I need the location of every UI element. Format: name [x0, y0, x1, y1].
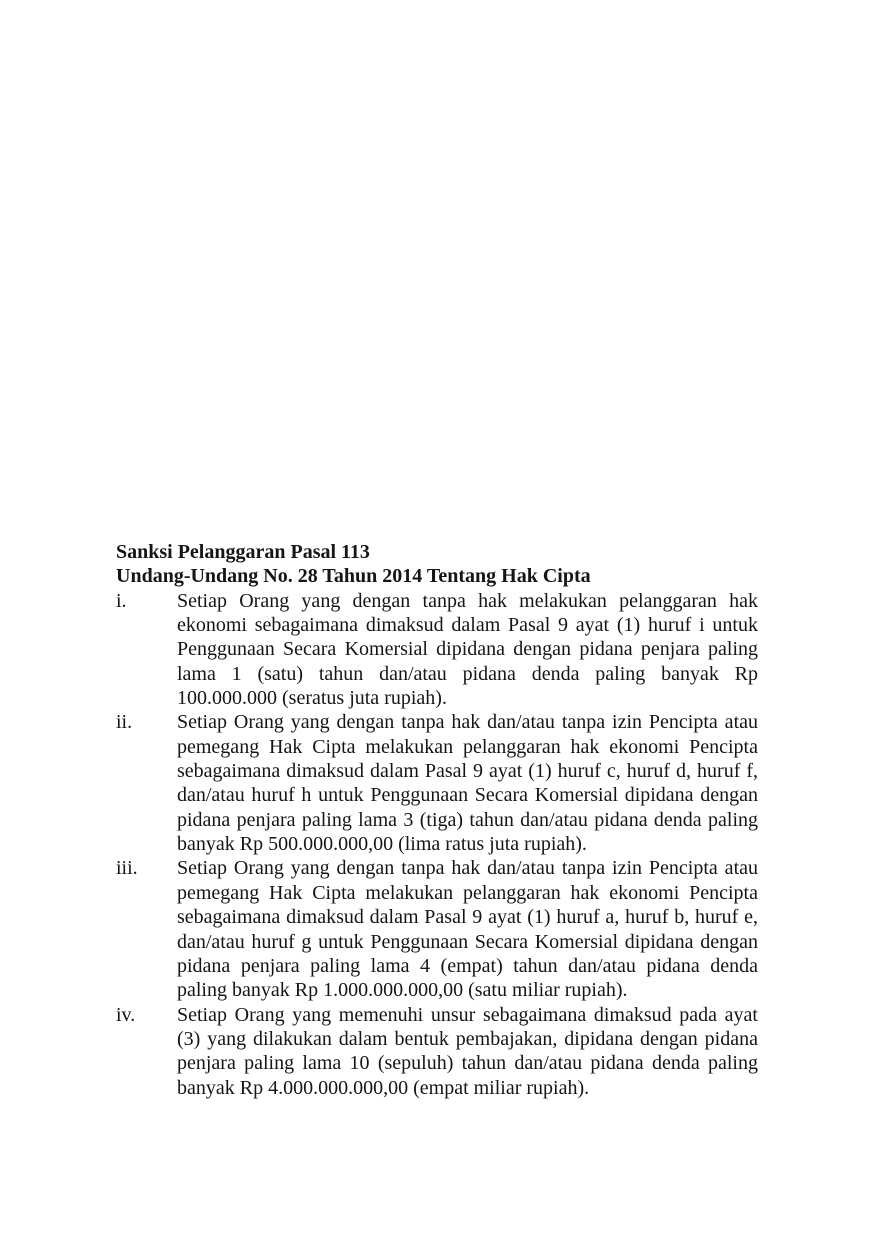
list-item-ii: [116, 710, 758, 856]
notice-title-line-1: Sanksi Pelanggaran Pasal 113: [116, 541, 370, 563]
notice-title-line-2: Undang-Undang No. 28 Tahun 2014 Tentang Hak Cipta: [116, 565, 591, 588]
list-item-text: Setiap Orang yang dengan tanpa hak dan/atau tanpa izin Pencipta atau pemegang Hak Cipta melakukan pelanggaran hak ekonomi Pencipta sebagaimana dimaksud dalam Pasal 9 ayat (1) huruf a, huruf b, huruf e, dan/atau huruf g untuk Penggunaan Secara Komersial dipidana dengan pidana penjara paling lama 4 (empat) tahun dan/atau pidana denda paling banyak Rp 1.000.000.000,00 (satu miliar rupiah).: [177, 857, 758, 1002]
list-item-iii: [116, 856, 758, 1002]
list-item-marker: iii.: [116, 857, 138, 880]
copyright-sanction-notice: [116, 540, 758, 1100]
list-item-marker: ii.: [116, 711, 133, 734]
list-item-text: Setiap Orang yang memenuhi unsur sebagaimana dimaksud pada ayat (3) yang dilakukan dalam bentuk pembajakan, dipidana dengan pidana penjara paling lama 10 (sepuluh) tahun dan/atau pidana denda paling banyak Rp 4.000.000.000,00 (empat miliar rupiah).: [177, 1003, 758, 1099]
list-item-text: Setiap Orang yang dengan tanpa hak dan/atau tanpa izin Pencipta atau pemegang Hak Cipta melakukan pelanggaran hak ekonomi Pencipta sebagaimana dimaksud dalam Pasal 9 ayat (1) huruf c, huruf d, huruf f, dan/atau huruf h untuk Penggunaan Secara Komersial dipidana dengan pidana penjara paling lama 3 (tiga) tahun dan/atau pidana denda paling banyak Rp 500.000.000,00 (lima ratus juta rupiah).: [177, 711, 758, 856]
list-item-marker: i.: [116, 589, 127, 612]
list-item-i: [116, 589, 758, 711]
list-item-text: Setiap Orang yang dengan tanpa hak melakukan pelanggaran hak ekonomi sebagaimana dimaksud dalam Pasal 9 ayat (1) huruf i untuk Penggunaan Secara Komersial dipidana dengan pidana penjara paling lama 1 (satu) tahun dan/atau pidana denda paling banyak Rp 100.000.000 (seratus juta rupiah).: [177, 589, 758, 710]
list-item-marker: iv.: [116, 1003, 136, 1026]
list-item-iv: [116, 1003, 758, 1100]
